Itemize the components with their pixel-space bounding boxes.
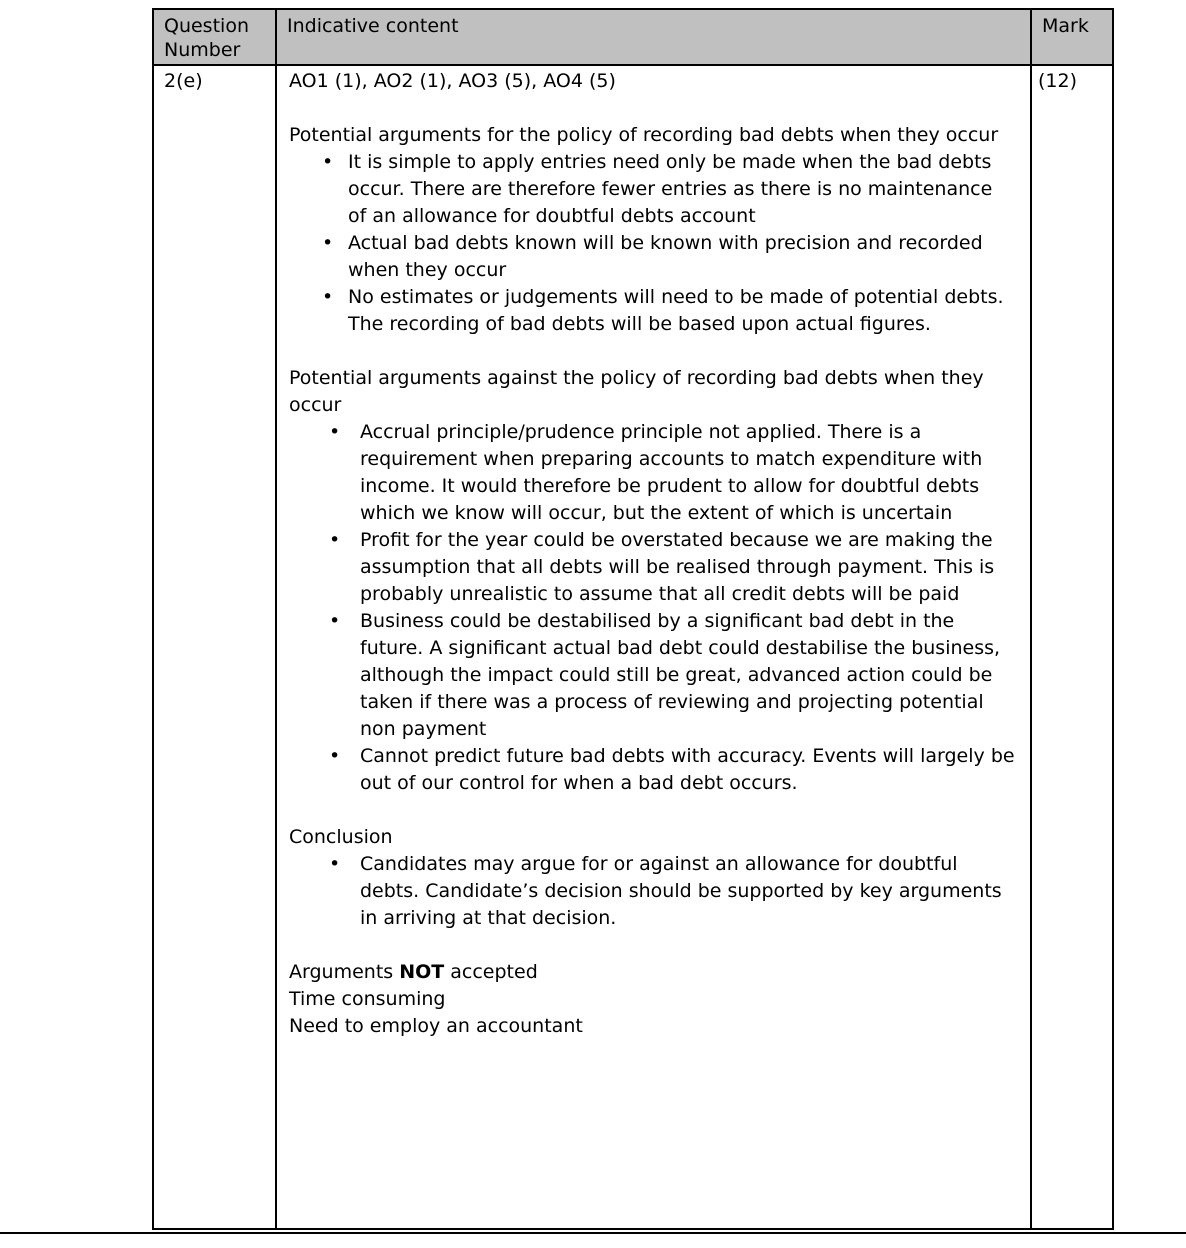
arguments-prefix: Arguments xyxy=(289,961,400,983)
question-number-cell xyxy=(153,65,276,1229)
arguments-suffix: accepted xyxy=(444,961,538,983)
conclusion-heading: Conclusion xyxy=(289,826,393,848)
bullet-item: • Accrual principle/prudence principle not applied. There is a requirement when preparing accounts to match expenditure with income. It would therefore be prudent to allow for doubtful debts which we know will occur, but the extent of which is uncertain xyxy=(289,419,1016,527)
header-row xyxy=(153,9,1113,65)
bullet-item: • No estimates or judgements will need to be made of potential debts. The recording of bad debts will be based upon actual figures. xyxy=(289,284,1016,338)
not-accepted-item: Time consuming xyxy=(289,988,446,1010)
not-accepted-item: Need to employ an accountant xyxy=(289,1015,583,1037)
mark-value: (12) xyxy=(1038,70,1078,92)
header-question-number: Question Number xyxy=(153,9,276,65)
answer-row xyxy=(153,65,1113,1229)
bullet-item: • Candidates may argue for or against an allowance for doubtful debts. Candidate’s decision should be supported by key arguments in arriving at that decision. xyxy=(289,851,1016,932)
ao-breakdown: AO1 (1), AO2 (1), AO3 (5), AO4 (5) xyxy=(289,70,616,92)
bullet-item: • Cannot predict future bad debts with accuracy. Events will largely be out of our control for when a bad debt occurs. xyxy=(289,743,1016,797)
indicative-content-cell xyxy=(276,65,1031,1229)
mark-cell xyxy=(1031,65,1113,1229)
bullet-item: • Actual bad debts known will be known with precision and recorded when they occur xyxy=(289,230,1016,284)
header-mark: Mark xyxy=(1031,9,1113,65)
question-number: 2(e) xyxy=(164,70,203,92)
conclusion-bullet-list xyxy=(289,851,1016,932)
bullet-item: • Business could be destabilised by a significant bad debt in the future. A significant actual bad debt could destabilise the business, although the impact could still be great, advanced action could be taken if there was a process of reviewing and projecting potential non payment xyxy=(289,608,1016,743)
bullet-item: • It is simple to apply entries need only be made when the bad debts occur. There are therefore fewer entries as there is no maintenance of an allowance for doubtful debts account xyxy=(289,149,1016,230)
arguments-not-bold: NOT xyxy=(399,961,445,983)
section-against-bullet-list xyxy=(289,419,1016,797)
arguments-not-accepted-block xyxy=(289,959,1016,1040)
page-bottom-divider xyxy=(0,1232,1186,1234)
section-for-bullet-list xyxy=(289,149,1016,338)
mark-scheme-table xyxy=(152,8,1114,1230)
section-for-heading: Potential arguments for the policy of recording bad debts when they occur xyxy=(289,124,999,146)
header-indicative-content: Indicative content xyxy=(276,9,1031,65)
section-against-heading: Potential arguments against the policy of recording bad debts when they occur xyxy=(289,367,984,416)
arguments-not-accepted-line xyxy=(289,959,1016,986)
bullet-item: • Profit for the year could be overstated because we are making the assumption that all debts will be realised through payment. This is probably unrealistic to assume that all credit debts will be paid xyxy=(289,527,1016,608)
